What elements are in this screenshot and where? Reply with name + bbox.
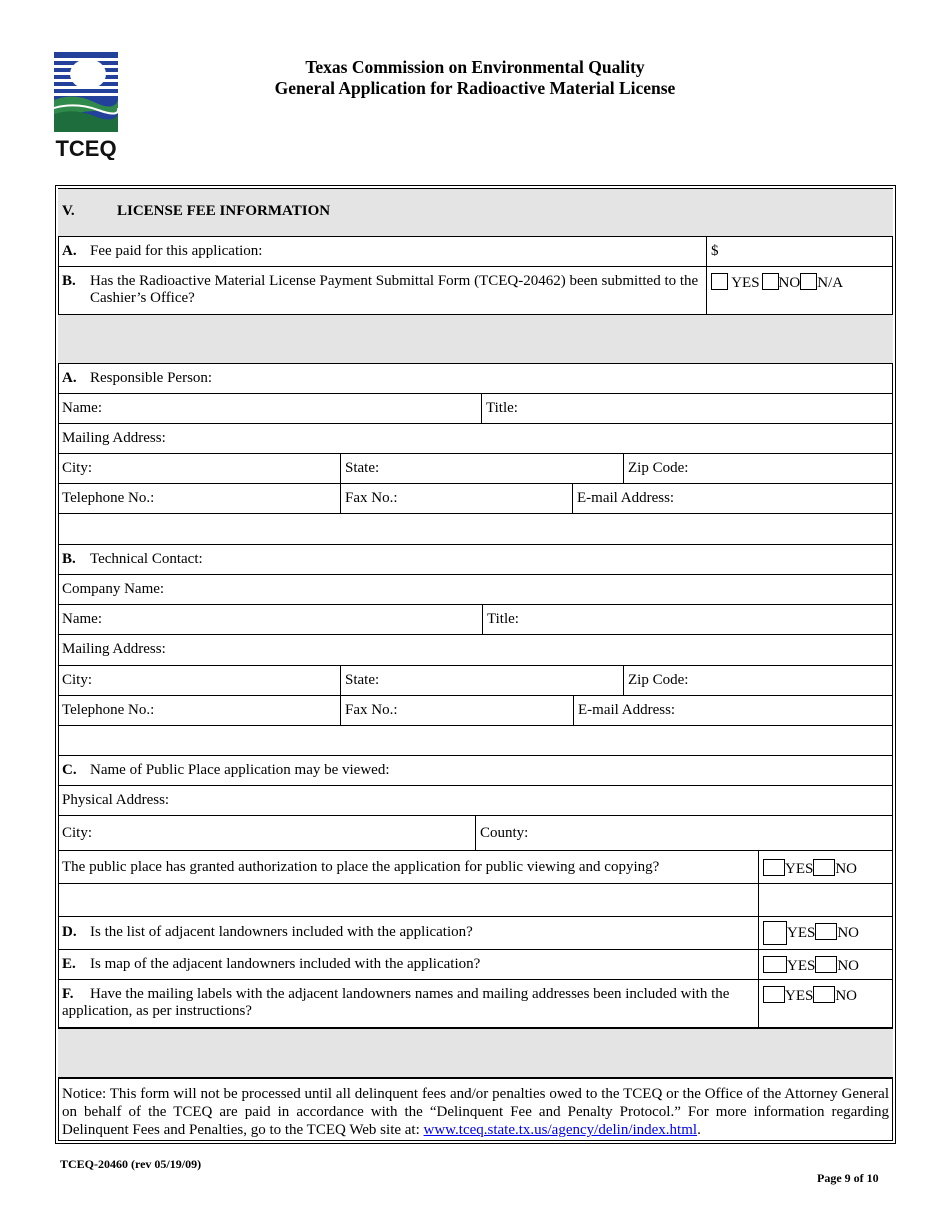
- landowners-list-yes-checkbox[interactable]: [763, 921, 787, 945]
- responsible-contact-row: [58, 483, 893, 513]
- technical-name-field[interactable]: Name:: [62, 611, 102, 627]
- notice-end: .: [697, 1122, 701, 1138]
- landowners-list-no-label: NO: [837, 925, 860, 941]
- blank-row: [58, 725, 893, 755]
- svg-text:TCEQ: TCEQ: [55, 136, 117, 160]
- shaded-spacer: [58, 1027, 893, 1077]
- notice-row: [58, 1077, 893, 1141]
- payment-no-checkbox[interactable]: [762, 273, 779, 290]
- authorization-yes-label: YES: [785, 861, 814, 877]
- technical-city-row: [58, 665, 893, 695]
- header-title-agency: Texas Commission on Environmental Quality: [305, 57, 645, 77]
- payment-yes-checkbox[interactable]: [711, 273, 728, 290]
- payment-no-label: NO: [778, 275, 801, 291]
- landowners-list-question: Is the list of adjacent landowners included with the application?: [90, 924, 473, 940]
- technical-fax-field[interactable]: Fax No.:: [345, 702, 398, 718]
- public-place-label[interactable]: Name of Public Place application may be viewed:: [90, 762, 390, 778]
- responsible-fax-field[interactable]: Fax No.:: [345, 490, 398, 506]
- technical-state-field[interactable]: State:: [345, 672, 380, 688]
- responsible-letter: A.: [62, 370, 77, 386]
- responsible-city-row: [58, 453, 893, 483]
- section-number: V.: [62, 203, 75, 219]
- landowners-list-row: [58, 916, 893, 949]
- public-place-row: [58, 755, 893, 785]
- authorization-question: The public place has granted authorization to place the application for public viewing and copying?: [62, 859, 660, 875]
- mailing-labels-no-label: NO: [835, 988, 858, 1004]
- payment-form-row: [58, 266, 893, 314]
- landowners-list-yes-label: YES: [787, 925, 816, 941]
- technical-email-field[interactable]: E-mail Address:: [578, 702, 676, 718]
- landowners-map-question: Is map of the adjacent landowners included with the application?: [90, 956, 481, 972]
- landowners-map-row: [58, 949, 893, 979]
- technical-phone-field[interactable]: Telephone No.:: [62, 702, 155, 718]
- responsible-zip-field[interactable]: Zip Code:: [628, 460, 689, 476]
- fee-paid-label: Fee paid for this application:: [90, 243, 263, 259]
- landowners-map-yes-checkbox[interactable]: [763, 956, 787, 973]
- technical-zip-field[interactable]: Zip Code:: [628, 672, 689, 688]
- public-city-row: [58, 815, 893, 850]
- technical-letter: B.: [62, 551, 76, 567]
- responsible-mailing-field[interactable]: Mailing Address:: [62, 430, 166, 446]
- payment-na-checkbox[interactable]: [800, 273, 817, 290]
- header-title-form: General Application for Radioactive Material License: [274, 78, 676, 98]
- responsible-name-row: [58, 393, 893, 423]
- responsible-email-field[interactable]: E-mail Address:: [577, 490, 675, 506]
- technical-mailing-field[interactable]: Mailing Address:: [62, 641, 166, 657]
- payment-yes-label: YES: [731, 275, 760, 291]
- delinquent-fees-link[interactable]: www.tceq.state.tx.us/agency/delin/index.html: [423, 1122, 698, 1138]
- fee-a-letter: A.: [62, 243, 77, 259]
- authorization-no-checkbox[interactable]: [813, 859, 835, 876]
- responsible-person-label: Responsible Person:: [90, 370, 213, 386]
- public-place-letter: C.: [62, 762, 77, 778]
- physical-address-row: [58, 785, 893, 815]
- public-county-field[interactable]: County:: [480, 825, 529, 841]
- landowners-map-no-label: NO: [837, 958, 860, 974]
- responsible-person-row: [58, 363, 893, 393]
- public-city-field[interactable]: City:: [62, 825, 93, 841]
- payment-form-question: Has the Radioactive Material License Payment Submittal Form (TCEQ-20462) been submitted to the Cashier’s Office?: [90, 273, 699, 306]
- technical-contact-row: [58, 544, 893, 574]
- mailing-labels-no-checkbox[interactable]: [813, 986, 835, 1003]
- page-number: Page 9 of 10: [817, 1171, 879, 1185]
- responsible-name-field[interactable]: Name:: [62, 400, 102, 416]
- landowners-map-yes-label: YES: [787, 958, 816, 974]
- responsible-mailing-row: [58, 423, 893, 453]
- e-letter: E.: [62, 956, 76, 972]
- blank-row: [58, 883, 893, 916]
- shaded-spacer: [58, 314, 893, 363]
- fee-paid-field[interactable]: $: [711, 243, 719, 259]
- technical-contact-info-row: [58, 695, 893, 725]
- physical-address-field[interactable]: Physical Address:: [62, 792, 170, 808]
- blank-row: [58, 513, 893, 544]
- mailing-labels-question: Have the mailing labels with the adjacent landowners names and mailing addresses been included with the application, as per instructions?: [62, 986, 730, 1019]
- section-header: [58, 189, 893, 236]
- technical-mailing-row: [58, 634, 893, 665]
- technical-contact-label: Technical Contact:: [90, 551, 203, 567]
- fee-b-letter: B.: [62, 273, 76, 289]
- technical-company-field[interactable]: Company Name:: [62, 581, 165, 597]
- notice-block: [58, 1079, 893, 1141]
- section-title: LICENSE FEE INFORMATION: [117, 203, 331, 219]
- fee-paid-row: [58, 236, 893, 266]
- mailing-labels-yes-checkbox[interactable]: [763, 986, 785, 1003]
- technical-company-row: [58, 574, 893, 604]
- technical-city-field[interactable]: City:: [62, 672, 93, 688]
- authorization-row: [58, 850, 893, 883]
- payment-na-label: N/A: [817, 275, 844, 291]
- notice-text: Notice: This form will not be processed until all delinquent fees and/or penalties owed to the TCEQ or the Office of the Attorney General on behalf of the TCEQ are paid in accordance with the “Delinquent Fee and Penalty Protocol.” For more information regarding Delinquent Fees and Penalties, go to the TCEQ Web site at:: [62, 1086, 889, 1138]
- mailing-labels-yes-label: YES: [785, 988, 814, 1004]
- d-letter: D.: [62, 924, 77, 940]
- form-code: TCEQ-20460 (rev 05/19/09): [60, 1157, 202, 1171]
- authorization-yes-checkbox[interactable]: [763, 859, 785, 876]
- responsible-title-field[interactable]: Title:: [486, 400, 518, 416]
- technical-name-row: [58, 604, 893, 634]
- authorization-no-label: NO: [835, 861, 858, 877]
- landowners-map-no-checkbox[interactable]: [815, 956, 837, 973]
- responsible-state-field[interactable]: State:: [345, 460, 380, 476]
- landowners-list-no-checkbox[interactable]: [815, 923, 837, 940]
- responsible-phone-field[interactable]: Telephone No.:: [62, 490, 155, 506]
- technical-title-field[interactable]: Title:: [487, 611, 519, 627]
- f-letter: F.: [62, 986, 74, 1002]
- responsible-city-field[interactable]: City:: [62, 460, 93, 476]
- mailing-labels-row: [58, 979, 893, 1027]
